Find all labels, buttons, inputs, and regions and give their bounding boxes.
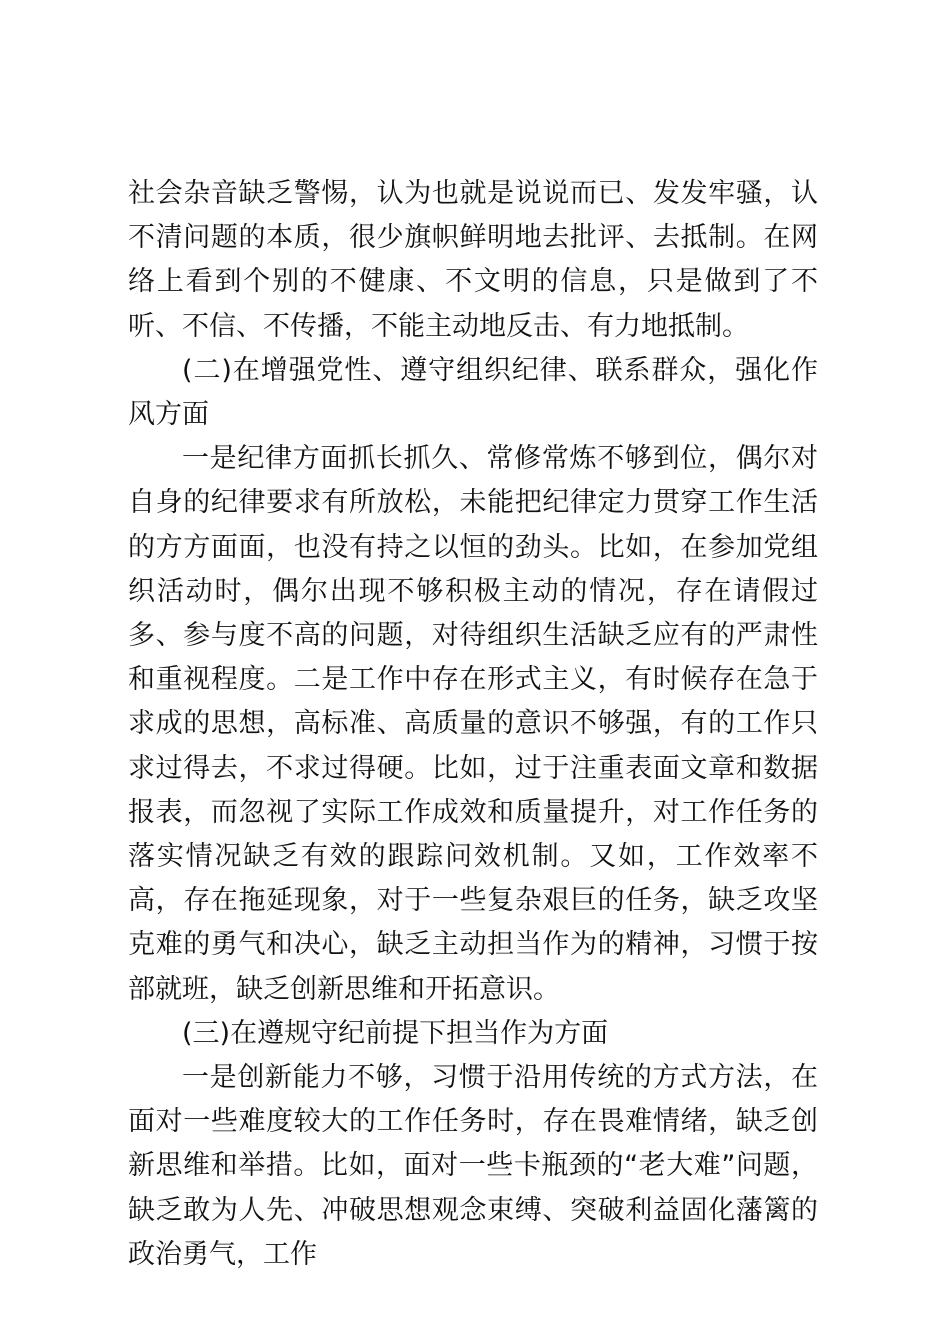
document-body xyxy=(128,172,818,1277)
paragraph-innovation-issues: 一是创新能力不够，习惯于沿用传统的方式方法，在面对一些难度较大的工作任务时，存在畏难情绪，缺乏创新思维和举措。比如，面对一些卡瓶颈的“老大难”问题，缺乏敢为人先、冲破思想观念束缚、突破利益固化藩篱的政治勇气，工作 xyxy=(128,1062,818,1270)
paragraph-discipline-issues: 一是纪律方面抓长抓久、常修常炼不够到位，偶尔对自身的纪律要求有所放松，未能把纪律定力贯穿工作生活的方方面面，也没有持之以恒的劲头。比如，在参加党组织活动时，偶尔出现不够积极主动的情况，存在请假过多、参与度不高的问题，对待组织生活缺乏应有的严肃性和重视程度。二是工作中存在形式主义，有时候存在急于求成的思想，高标准、高质量的意识不够强，有的工作只求过得去，不求过得硬。比如，过于注重表面文章和数据报表，而忽视了实际工作成效和质量提升，对工作任务的落实情况缺乏有效的跟踪问效机制。又如，工作效率不高，存在拖延现象，对于一些复杂艰巨的任务，缺乏攻坚克难的勇气和决心，缺乏主动担当作为的精神，习惯于按部就班，缺乏创新思维和开拓意识。 xyxy=(128,443,818,1005)
paragraph-continuation: 社会杂音缺乏警惕，认为也就是说说而已、发发牢骚，认不清问题的本质，很少旗帜鲜明地去批评、去抵制。在网络上看到个别的不健康、不文明的信息，只是做到了不听、不信、不传播，不能主动地反击、有力地抵制。 xyxy=(128,178,818,342)
section-heading-two: (二)在增强党性、遵守组织纪律、联系群众，强化作风方面 xyxy=(128,354,818,431)
section-heading-three: (三)在遵规守纪前提下担当作为方面 xyxy=(182,1017,609,1049)
